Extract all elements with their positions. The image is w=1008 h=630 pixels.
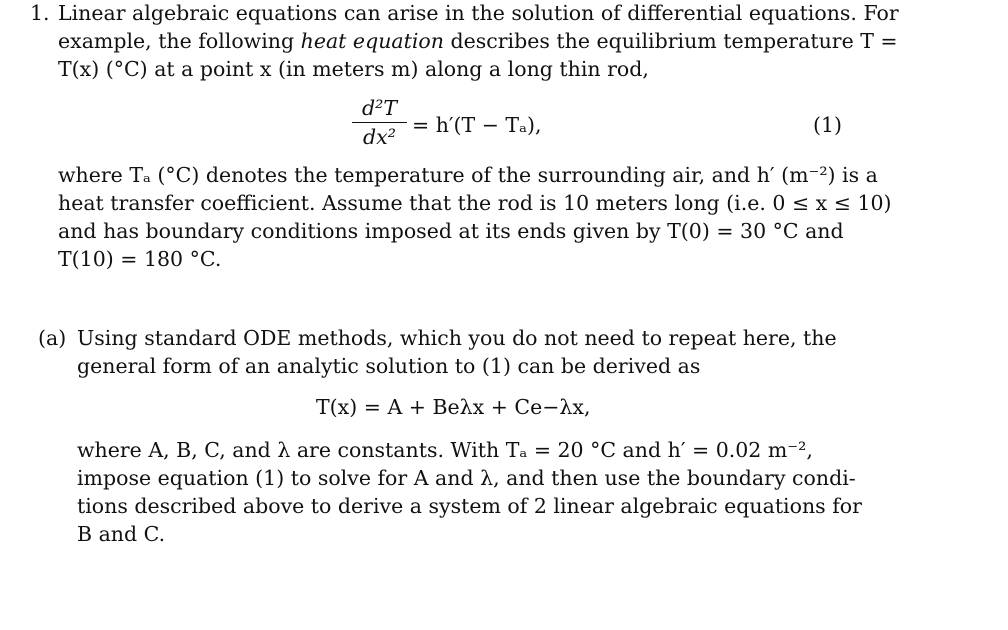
part-a-text-line-3: where A, B, C, and λ are constants. With Tₐ = 20 °C and h′ = 0.02 m⁻², [77,438,813,462]
part-a-text-line-4: impose equation (1) to solve for A and λ, and then use the boundary condi- [77,466,856,490]
problem-text-line-2a: example, the following [58,29,301,53]
equation-1-label: (1) [813,113,843,137]
problem-number: 1. [30,1,50,25]
heat-equation-term: heat equation [300,29,444,53]
problem-text-line-5: heat transfer coefficient. Assume that the rod is 10 meters long (i.e. 0 ≤ x ≤ 10) [58,191,892,215]
equation-1-rhs: = h′(T − Tₐ), [412,113,542,137]
problem-text-line-4: where Tₐ (°C) denotes the temperature of the surrounding air, and h′ (m⁻²) is a [58,163,878,187]
problem-text-line-1: Linear algebraic equations can arise in the solution of differential equations. For [58,1,899,25]
equation-1-denominator: dx² [363,125,396,149]
part-a-text-line-5: tions described above to derive a system of 2 linear algebraic equations for [77,494,862,518]
part-a-label: (a) [38,326,67,350]
problem-text-line-2 [58,28,898,56]
equation-1-numerator: d²T [361,96,397,120]
part-a-text-line-2: general form of an analytic solution to (1) can be derived as [77,354,701,378]
equation-1-fraction [352,95,407,149]
equation-2: T(x) = A + Beλx + Ce−λx, [316,395,591,419]
problem-text-line-2c: describes the equilibrium temperature T = [443,29,898,53]
fraction-bar [352,122,407,123]
part-a-text-line-1: Using standard ODE methods, which you do not need to repeat here, the [77,326,837,350]
problem-text-line-6: and has boundary conditions imposed at its ends given by T(0) = 30 °C and [58,219,844,243]
part-a-text-line-6: B and C. [77,522,166,546]
problem-text-line-7: T(10) = 180 °C. [58,247,222,271]
problem-text-line-3: T(x) (°C) at a point x (in meters m) along a long thin rod, [58,57,649,81]
